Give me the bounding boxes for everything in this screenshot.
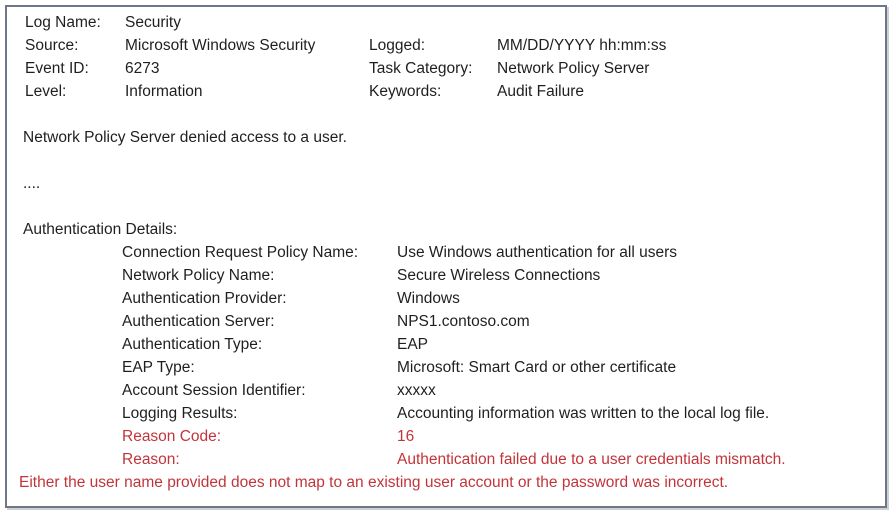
detail-value: Use Windows authentication for all users bbox=[397, 244, 677, 261]
detail-row-account-session-identifier bbox=[7, 379, 885, 402]
header-row-level bbox=[7, 80, 885, 103]
source-value: Microsoft Windows Security bbox=[125, 37, 316, 54]
detail-label: Network Policy Name: bbox=[122, 267, 275, 284]
logged-label: Logged: bbox=[369, 37, 426, 54]
keywords-value: Audit Failure bbox=[497, 83, 585, 100]
task-category-value: Network Policy Server bbox=[497, 60, 650, 77]
spacer bbox=[7, 149, 885, 172]
source-label: Source: bbox=[25, 37, 79, 54]
detail-value: Windows bbox=[397, 290, 460, 307]
spacer bbox=[7, 103, 885, 126]
detail-row-network-policy-name bbox=[7, 264, 885, 287]
detail-label: Logging Results: bbox=[122, 405, 238, 422]
detail-label: Connection Request Policy Name: bbox=[122, 244, 359, 261]
log-name-value: Security bbox=[125, 14, 181, 31]
log-name-label: Log Name: bbox=[25, 14, 101, 31]
ellipsis-line: .... bbox=[23, 175, 41, 192]
detail-row-eap-type bbox=[7, 356, 885, 379]
detail-row-authentication-server bbox=[7, 310, 885, 333]
detail-label: Reason: bbox=[122, 451, 180, 468]
event-description: Network Policy Server denied access to a user. bbox=[23, 129, 347, 146]
detail-row-connection-request-policy bbox=[7, 241, 885, 264]
detail-label: EAP Type: bbox=[122, 359, 195, 376]
detail-label: Authentication Server: bbox=[122, 313, 275, 330]
event-id-value: 6273 bbox=[125, 60, 160, 77]
level-label: Level: bbox=[25, 83, 67, 100]
event-log-box bbox=[5, 5, 887, 508]
detail-label: Reason Code: bbox=[122, 428, 222, 445]
footer-warning-text: Either the user name provided does not map to an existing user account or the password was incorrect. bbox=[19, 474, 729, 491]
header-row-log-name bbox=[7, 11, 885, 34]
detail-value: NPS1.contoso.com bbox=[397, 313, 530, 330]
detail-value: EAP bbox=[397, 336, 429, 353]
detail-label: Account Session Identifier: bbox=[122, 382, 306, 399]
detail-label: Authentication Type: bbox=[122, 336, 263, 353]
task-category-label: Task Category: bbox=[369, 60, 473, 77]
detail-value: 16 bbox=[397, 428, 415, 445]
detail-value: Accounting information was written to the local log file. bbox=[397, 405, 770, 422]
section-title: Authentication Details: bbox=[23, 221, 178, 238]
detail-row-authentication-type bbox=[7, 333, 885, 356]
header-row-event-id bbox=[7, 57, 885, 80]
logged-value: MM/DD/YYYY hh:mm:ss bbox=[497, 37, 667, 54]
spacer bbox=[7, 195, 885, 218]
detail-row-reason bbox=[7, 448, 885, 471]
header-row-source bbox=[7, 34, 885, 57]
detail-label: Authentication Provider: bbox=[122, 290, 287, 307]
level-value: Information bbox=[125, 83, 203, 100]
detail-value: Microsoft: Smart Card or other certificate bbox=[397, 359, 677, 376]
detail-row-authentication-provider bbox=[7, 287, 885, 310]
event-id-label: Event ID: bbox=[25, 60, 89, 77]
detail-row-logging-results bbox=[7, 402, 885, 425]
detail-row-reason-code bbox=[7, 425, 885, 448]
keywords-label: Keywords: bbox=[369, 83, 442, 100]
detail-value: xxxxx bbox=[397, 382, 436, 399]
detail-value: Authentication failed due to a user credentials mismatch. bbox=[397, 451, 786, 468]
detail-value: Secure Wireless Connections bbox=[397, 267, 601, 284]
